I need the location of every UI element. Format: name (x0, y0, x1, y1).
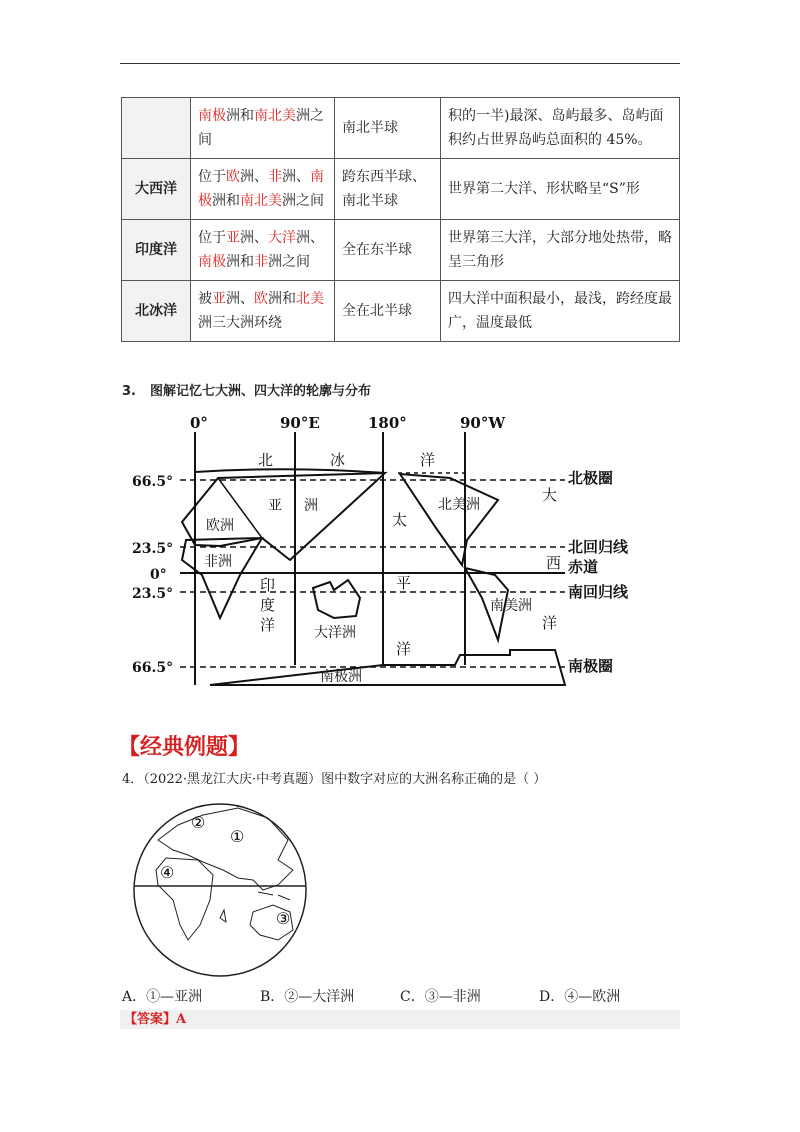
location-text: 洲、 (240, 230, 268, 246)
location-text: 洲、 (282, 169, 310, 185)
ocean-feature-cell: 积的一半)最深、岛屿最多、岛屿面积约占世界岛屿总面积的 45%。 (441, 98, 680, 159)
answer-bar (120, 1010, 680, 1029)
location-text: 洲、 (240, 169, 268, 185)
marker-1: ① (230, 827, 245, 846)
highlighted-place: 南极 (198, 108, 226, 124)
highlighted-place: 大洋 (268, 230, 296, 246)
ocean-name-cell: 北冰洋 (122, 281, 191, 342)
lat-label-23s: 23.5° (132, 586, 174, 602)
location-text: 洲之间 (268, 254, 310, 270)
highlighted-place: 非 (268, 169, 282, 185)
location-text: 洲和 (212, 193, 240, 209)
location-text: 洲和 (226, 108, 254, 124)
pacific-ocean-char-2: 平 (396, 574, 412, 592)
highlighted-place: 北美 (296, 291, 324, 307)
lon-label-0: 0° (190, 414, 208, 432)
lat-label-66s: 66.5° (132, 660, 174, 676)
lon-label-90w: 90°W (460, 414, 506, 432)
ocean-feature-cell: 四大洋中面积最小，最浅，跨经度最广，温度最低 (441, 281, 680, 342)
ocean-location-cell (191, 220, 335, 281)
location-text: 洲、 (226, 291, 254, 307)
globe-circle (134, 804, 306, 976)
globe-islands (258, 892, 273, 895)
ocean-table-row (122, 159, 680, 220)
ocean-hemisphere-cell: 全在北半球 (335, 281, 441, 342)
arctic-circle-label: 北极圈 (568, 469, 614, 487)
highlighted-place: 南北美 (254, 108, 296, 124)
marker-4: ④ (160, 863, 175, 882)
location-text: 洲三大洲环绕 (198, 315, 282, 331)
ocean-hemisphere-cell: 跨东西半球、南北半球 (335, 159, 441, 220)
ocean-location-cell (191, 281, 335, 342)
section-number: 3. (122, 384, 136, 399)
ocean-name-cell: 大西洋 (122, 159, 191, 220)
globe-figure (128, 800, 313, 980)
highlighted-place: 亚 (226, 230, 240, 246)
ocean-name-cell (122, 98, 191, 159)
antarctica-label: 南极洲 (320, 669, 362, 685)
location-text: 洲之间 (198, 108, 324, 148)
lon-label-90e: 90°E (280, 414, 320, 432)
option-b[interactable]: B．②—大洋洲 (260, 989, 355, 1005)
location-text: 位于 (198, 230, 226, 246)
atlantic-ocean-char-1: 大 (542, 486, 558, 504)
ocean-feature-cell: 世界第三大洋，大部分地处热带，略呈三角形 (441, 220, 680, 281)
answer-label: 【答案】 (124, 1012, 177, 1027)
highlighted-place: 非 (254, 254, 268, 270)
highlighted-place: 亚 (212, 291, 226, 307)
ocean-hemisphere-cell: 南北半球 (335, 98, 441, 159)
asia-label-2: 洲 (304, 498, 318, 514)
highlighted-place: 南极 (198, 254, 226, 270)
ocean-name-cell: 印度洋 (122, 220, 191, 281)
australia-outline (313, 580, 360, 618)
atlantic-ocean-char-2: 西 (546, 554, 562, 572)
header-rule (120, 63, 680, 64)
tropic-cancer-label: 北回归线 (568, 538, 629, 556)
location-text: 洲之间 (282, 193, 324, 209)
highlighted-place: 南北美 (240, 193, 282, 209)
section-title: 图解记忆七大洲、四大洋的轮廓与分布 (149, 384, 371, 399)
north-america-outline (400, 474, 498, 565)
south-america-label: 南美洲 (490, 598, 532, 614)
ocean-hemisphere-cell: 全在东半球 (335, 220, 441, 281)
ocean-location-cell (191, 98, 335, 159)
lon-label-180: 180° (368, 414, 407, 432)
ocean-table-row (122, 281, 680, 342)
globe-madagascar (220, 910, 226, 922)
indian-ocean-char-3: 洋 (260, 616, 276, 634)
location-text: 位于 (198, 169, 226, 185)
marker-3: ③ (276, 909, 291, 928)
ocean-location-cell (191, 159, 335, 220)
lat-label-66n: 66.5° (132, 474, 174, 490)
answer-value: A (176, 1012, 187, 1027)
atlantic-ocean-char-3: 洋 (542, 614, 558, 632)
oceania-label: 大洋洲 (314, 625, 356, 641)
ocean-feature-cell: 世界第二大洋、形状略呈“S”形 (441, 159, 680, 220)
europe-label: 欧洲 (206, 518, 234, 534)
ocean-table-row (122, 220, 680, 281)
location-text: 洲和 (226, 254, 254, 270)
highlighted-place: 欧 (254, 291, 268, 307)
world-outline-map (120, 410, 640, 695)
lat-label-23n: 23.5° (132, 541, 174, 557)
globe-eurasia (158, 808, 293, 890)
marker-2: ② (191, 813, 206, 832)
classic-examples-heading: 【经典例题】 (118, 735, 251, 760)
location-text: 洲、 (296, 230, 324, 246)
equator-label: 赤道 (568, 558, 599, 576)
asia-label-1: 亚 (268, 498, 282, 514)
location-text: 被 (198, 291, 212, 307)
tropic-capricorn-label: 南回归线 (568, 583, 629, 601)
section-3-heading (122, 380, 371, 399)
arctic-ocean-char-2: 冰 (330, 451, 346, 469)
indian-ocean-char-1: 印 (260, 576, 276, 594)
arctic-arc (195, 469, 385, 473)
pacific-ocean-char-1: 太 (392, 511, 408, 529)
ocean-table-row (122, 98, 680, 159)
africa-label: 非洲 (204, 554, 232, 570)
ocean-table (121, 97, 680, 342)
option-c[interactable]: C．③—非洲 (400, 989, 481, 1005)
option-d[interactable]: D．④—欧洲 (539, 989, 621, 1005)
highlighted-place: 欧 (226, 169, 240, 185)
highlighted-place: 南极 (198, 169, 324, 209)
globe-islands-2 (278, 895, 290, 900)
pacific-ocean-char-3: 洋 (396, 640, 412, 658)
north-america-label: 北美洲 (438, 497, 480, 513)
arctic-ocean-char-3: 洋 (420, 451, 436, 469)
lat-label-0: 0° (150, 567, 167, 583)
antarctic-circle-label: 南极圈 (568, 657, 614, 675)
arctic-ocean-char-1: 北 (258, 451, 274, 469)
location-text: 洲和 (268, 291, 296, 307)
option-a[interactable]: A．①—亚洲 (122, 989, 203, 1005)
indian-ocean-char-2: 度 (260, 596, 276, 614)
question-4-text: 4．（2022·黑龙江大庆·中考真题）图中数字对应的大洲名称正确的是（ ） (122, 772, 547, 787)
